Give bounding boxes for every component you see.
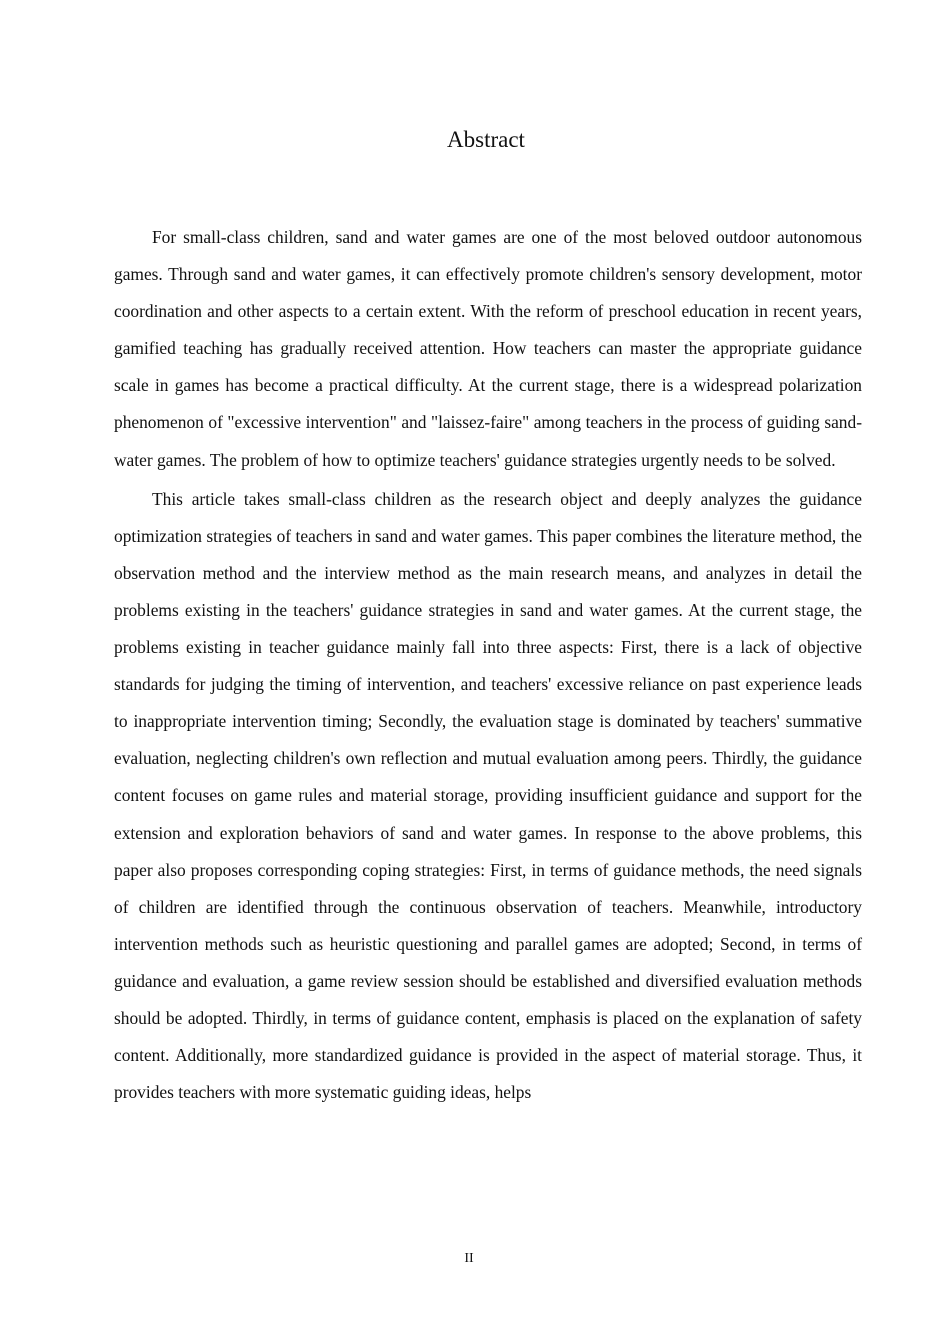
abstract-paragraph-1: For small-class children, sand and water games are one of the most beloved outdoor autonomous games. Through sand and water games, it can effectively promote children's sensory development, motor coordination and other aspects to a certain extent. With the reform of preschool education in recent years, gamified teaching has gradually received attention. How teachers can master the appropriate guidance scale in games has become a practical difficulty. At the current stage, there is a widespread polarization phenomenon of "excessive intervention" and "laissez-faire" among teachers in the process of guiding sand-water games. The problem of how to optimize teachers' guidance strategies urgently needs to be solved. bbox=[114, 227, 862, 470]
page-title: Abstract bbox=[447, 127, 525, 152]
page-number: II bbox=[464, 1251, 474, 1266]
abstract-paragraph-2: This article takes small-class children as the research object and deeply analyzes the guidance optimization strategies of teachers in sand and water games. This paper combines the literature method, the observation method and the interview method as the main research means, and analyzes in detail the problems existing in the teachers' guidance strategies in sand and water games. At the current stage, the problems existing in teacher guidance mainly fall into three aspects: First, there is a lack of objective standards for judging the timing of intervention, and teachers' excessive reliance on past experience leads to inappropriate intervention timing; Secondly, the evaluation stage is dominated by teachers' summative evaluation, neglecting children's own reflection and mutual evaluation among peers. Thirdly, the guidance content focuses on game rules and material storage, providing insufficient guidance and support for the extension and exploration behaviors of sand and water games. In response to the above problems, this paper also proposes corresponding coping strategies: First, in terms of guidance methods, the need signals of children are identified through the continuous observation of teachers. Meanwhile, introductory intervention methods such as heuristic questioning and parallel games are adopted; Second, in terms of guidance and evaluation, a game review session should be established and diversified evaluation methods should be adopted. Thirdly, in terms of guidance content, emphasis is placed on the explanation of safety content. Additionally, more standardized guidance is provided in the aspect of material storage. Thus, it provides teachers with more systematic guiding ideas, helps bbox=[114, 488, 862, 1103]
abstract-body bbox=[114, 219, 862, 1111]
